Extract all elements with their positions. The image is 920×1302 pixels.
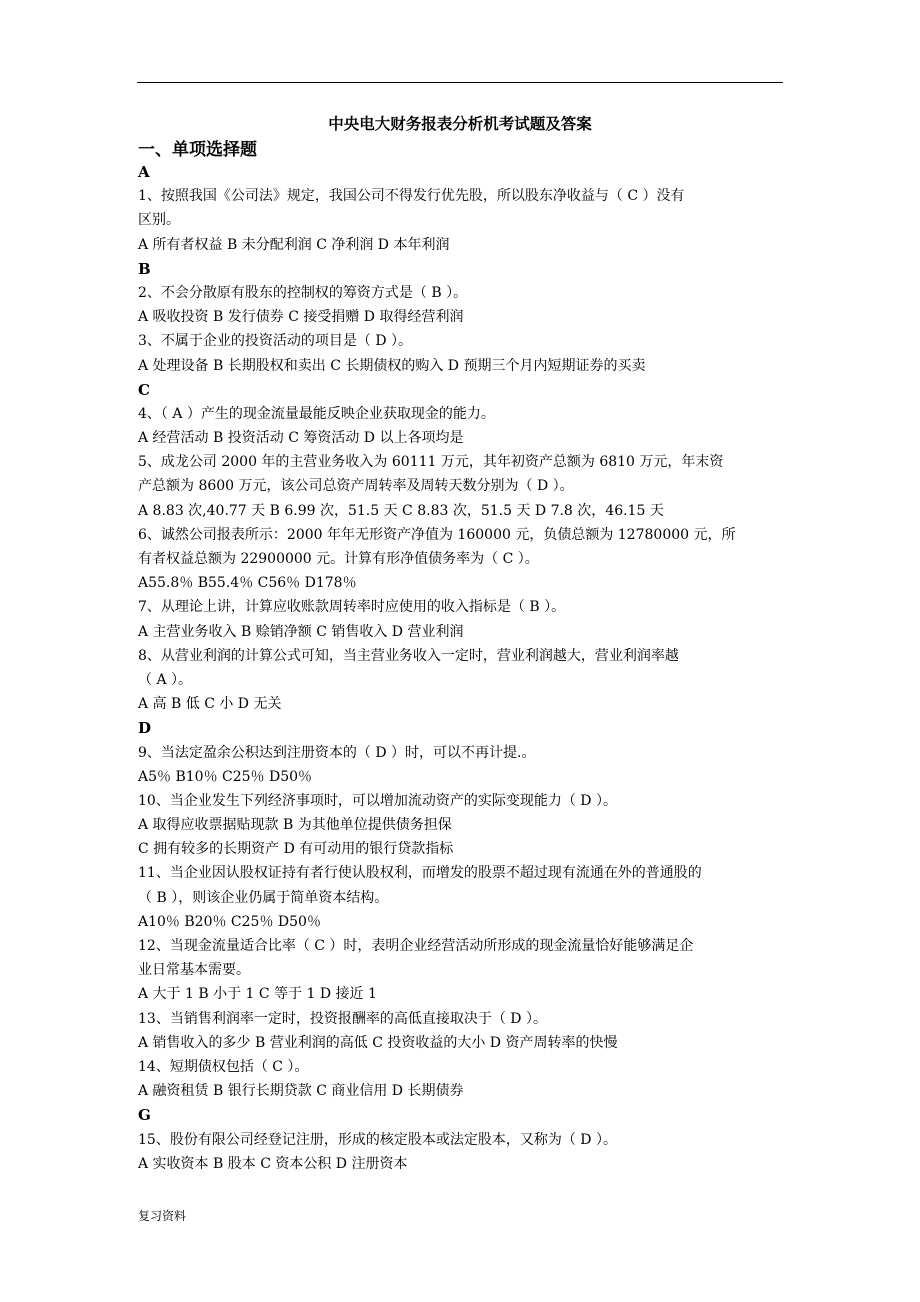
group-letter: B: [138, 259, 151, 278]
question-line: A 销售收入的多少 B 营业利润的高低 C 投资收益的大小 D 资产周转率的快慢: [138, 1034, 618, 1051]
group-letter: A: [138, 163, 150, 181]
question-line: 3、不属于企业的投资活动的项目是（ D ）。: [138, 333, 413, 350]
question-line: A 经营活动 B 投资活动 C 筹资活动 D 以上各项均是: [138, 430, 464, 447]
page-footer: 复习资料: [138, 1209, 187, 1223]
question-line: 7、从理论上讲，计算应收账款周转率时应使用的收入指标是（ B ）。: [138, 599, 566, 616]
page-title: 中央电大财务报表分析机考试题及答案: [328, 115, 592, 133]
question-line: 2、不会分散原有股东的控制权的筹资方式是（ B ）。: [138, 284, 468, 301]
group-letter: C: [138, 380, 150, 399]
question-line: 1、按照我国《公司法》规定，我国公司不得发行优先股，所以股东净收益与（ C ）没有: [138, 188, 685, 205]
header-rule: [137, 82, 783, 83]
question-line: 13、当销售利润率一定时，投资报酬率的高低直接取决于（ D ）。: [138, 1010, 547, 1027]
question-line: A55.8％ B55.4％ C56％ D178％: [138, 575, 357, 592]
question-line: （ B ），则该企业仍属于简单资本结构。: [138, 889, 389, 906]
question-line: A10％ B20％ C25％ D50％: [138, 913, 321, 930]
question-line: C 拥有较多的长期资产 D 有可动用的银行贷款指标: [138, 841, 454, 858]
question-line: A 8.83 次,40.77 天 B 6.99 次，51.5 天 C 8.83 次，51.5 天 D 7.8 次，46.15 天: [138, 502, 664, 519]
question-line: A 吸收投资 B 发行债券 C 接受捐赠 D 取得经营利润: [138, 309, 464, 326]
question-line: 15、股份有限公司经登记注册，形成的核定股本或法定股本，又称为（ D ）。: [138, 1131, 617, 1148]
question-line: 业日常基本需要。: [138, 962, 250, 979]
question-line: 有者权益总额为 22900000 元。计算有形净值债务率为（ C ）。: [138, 551, 539, 567]
question-line: 4、（ A ）产生的现金流量最能反映企业获取现金的能力。: [138, 405, 495, 422]
question-line: 12、当现金流量适合比率（ C ）时，表明企业经营活动所形成的现金流量恰好能够满足企: [138, 938, 694, 954]
question-line: A 实收资本 B 股本 C 资本公积 D 注册资本: [138, 1155, 408, 1172]
question-line: A 所有者权益 B 未分配利润 C 净利润 D 本年利润: [138, 236, 450, 253]
question-line: 10、当企业发生下列经济事项时，可以增加流动资产的实际变现能力（ D ）。: [138, 792, 617, 809]
group-letter: D: [138, 719, 152, 738]
section-heading: 一、单项选择题: [138, 140, 257, 160]
question-line: 9、当法定盈余公积达到注册资本的（ D ）时，可以不再计提.。: [138, 744, 536, 761]
question-line: 产总额为 8600 万元，该公司总资产周转率及周转天数分别为（ D ）。: [138, 478, 574, 495]
question-line: A 大于 1 B 小于 1 C 等于 1 D 接近 1: [138, 986, 377, 1003]
question-line: A 处理设备 B 长期股权和卖出 C 长期债权的购入 D 预期三个月内短期证券的买卖: [138, 357, 646, 374]
question-line: 8、从营业利润的计算公式可知，当主营业务收入一定时，营业利润越大，营业利润率越: [138, 647, 679, 664]
question-line: 14、短期债权包括（ C ）。: [138, 1058, 309, 1075]
question-line: A 融资租赁 B 银行长期贷款 C 商业信用 D 长期债券: [138, 1083, 464, 1100]
question-line: 11、当企业因认股权证持有者行使认股权利，而增发的股票不超过现有流通在外的普通股的: [138, 865, 702, 882]
question-line: 区别。: [138, 212, 180, 229]
group-letter: G: [138, 1106, 151, 1125]
question-line: 6、诚然公司报表所示：2000 年年无形资产净值为 160000 元，负债总额为 12780000 元，所: [138, 526, 736, 543]
question-line: 5、成龙公司 2000 年的主营业务收入为 60111 万元，其年初资产总额为 6810 万元，年末资: [138, 454, 724, 471]
question-line: （ A ）。: [138, 671, 193, 688]
question-line: A 高 B 低 C 小 D 无关: [138, 696, 282, 713]
question-list: [138, 160, 788, 1176]
question-line: A 主营业务收入 B 赊销净额 C 销售收入 D 营业利润: [138, 623, 464, 640]
question-line: A5％ B10％ C25％ D50％: [138, 768, 313, 785]
question-line: A 取得应收票据贴现款 B 为其他单位提供债务担保: [138, 817, 452, 834]
